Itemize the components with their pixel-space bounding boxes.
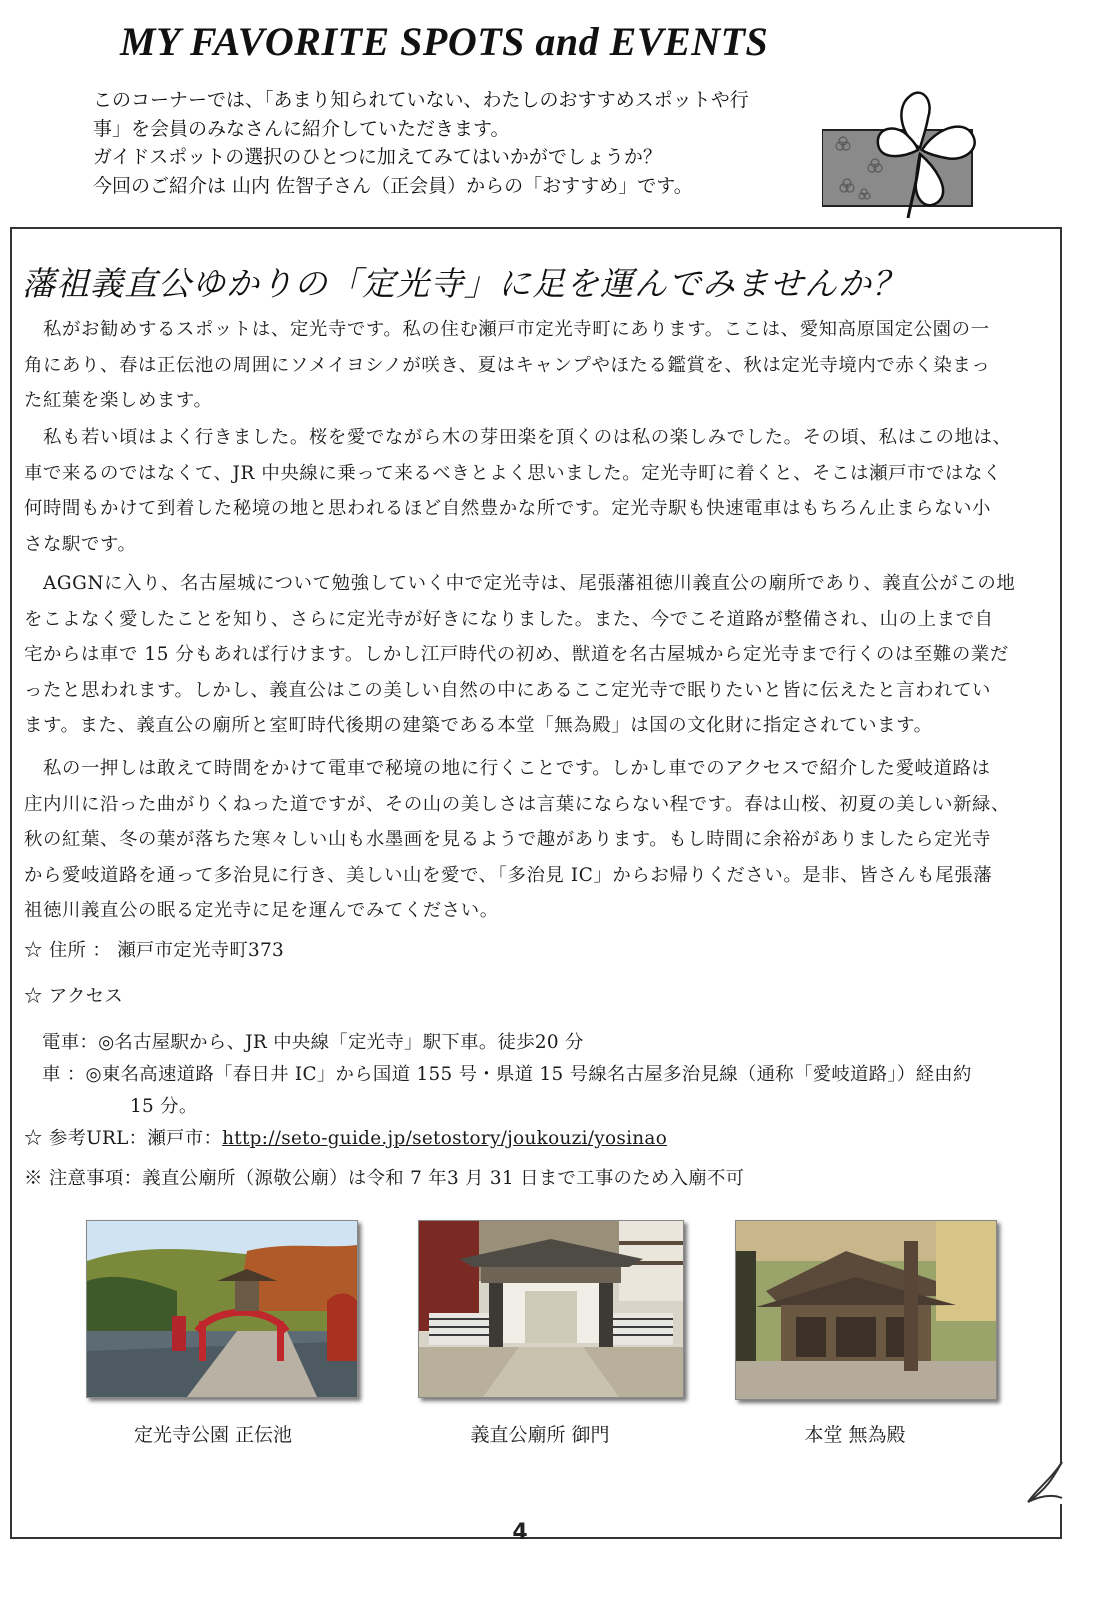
text-line: ったと思われます。しかし、義直公はこの美しい自然の中にあるここ定光寺で眠りたいと皆に伝えたと言われてい bbox=[24, 679, 992, 701]
text-line: 秋の紅葉、冬の葉が落ちた寒々しい山も水墨画を見るようで趣があります。もし時間に余裕がありましたら定光寺 bbox=[24, 829, 992, 850]
text-line: から愛岐道路を通って多治見に行き、美しい山を愛で、「多治見 IC」からお帰りください。是非、皆さんも尾張藩 bbox=[24, 864, 993, 886]
address-info: ☆ 住所 ： 瀬戸市定光寺町373 bbox=[24, 940, 285, 961]
text-line: 祖徳川義直公の眠る定光寺に足を運んでみてください。 bbox=[24, 900, 499, 921]
car-access-cont: 15 分。 bbox=[130, 1096, 198, 1117]
text-line: 私の一押しは敢えて時間をかけて電車で秘境の地に行くことです。しかし車でのアクセスで紹介した愛岐道路は bbox=[24, 758, 991, 779]
paragraph bbox=[24, 420, 1054, 562]
text-line: さな駅です。 bbox=[24, 533, 137, 555]
photo-caption: 定光寺公園 正伝池 bbox=[133, 1424, 293, 1446]
access-label: ☆ アクセス bbox=[24, 986, 124, 1007]
text-line: 何時間もかけて到着した秘境の地と思われるほど自然豊かな所です。定光寺駅も快速電車はもちろん止まらない小 bbox=[24, 498, 992, 519]
hall-photo bbox=[735, 1220, 997, 1400]
text-line: 私も若い頃はよく行きました。桜を愛でながら木の芽田楽を頂くのは私の楽しみでした。その頃、私はこの地は、 bbox=[24, 427, 1012, 448]
text-line: 車で来るのではなくて、JR 中央線に乗って来るべきとよく思いました。定光寺町に着くと、そこは瀬戸市ではなく bbox=[24, 462, 1003, 484]
text-line: 私がお勧めするスポットは、定光寺です。私の住む瀬戸市定光寺町にあります。ここは、愛知高原国定公園の一 bbox=[24, 319, 990, 340]
article-title: 藩祖義直公ゆかりの「定光寺」に足を運んでみませんか？ bbox=[22, 264, 906, 303]
text-line: 庄内川に沿った曲がりくねった道ですが、その山の美しさは言葉にならない程です。春は山桜、初夏の美しい新緑、 bbox=[24, 793, 1011, 815]
intro-line: このコーナーでは、「あまり知られていない、わたしのおすすめスポットや行 bbox=[93, 89, 749, 111]
note-info: ※ 注意事項：義直公廟所（源敬公廟）は令和 7 年3 月 31 日まで工事のため入廟不可 bbox=[24, 1168, 745, 1189]
photo-caption: 義直公廟所 御門 bbox=[470, 1424, 610, 1446]
intro-line: 今回のご紹介は 山内 佐智子さん（正会員）からの「おすすめ」です。 bbox=[93, 174, 693, 197]
reference-label: ☆ 参考URL：瀬戸市： bbox=[24, 1128, 223, 1149]
page-curl-icon bbox=[1018, 1458, 1068, 1508]
text-line: をこよなく愛したことを知り、さらに定光寺が好きになりました。また、今でこそ道路が整備され、山の上まで自 bbox=[24, 608, 994, 630]
paragraph bbox=[24, 751, 1054, 929]
clover-icon bbox=[822, 78, 1002, 228]
gate-photo bbox=[418, 1220, 684, 1398]
reference-link[interactable]: http://seto-guide.jp/setostory/joukouzi/yosinao bbox=[222, 1128, 668, 1149]
paragraph bbox=[24, 566, 1054, 744]
pond-photo bbox=[86, 1220, 358, 1398]
page-number: 4 bbox=[512, 1520, 528, 1545]
intro-line: 事」を会員のみなさんに紹介していただきます。 bbox=[93, 117, 510, 140]
text-line: AGGNに入り、名古屋城について勉強していく中で定光寺は、尾張藩祖徳川義直公の廟所であり、義直公がこの地 bbox=[24, 573, 1016, 594]
reference-url-row bbox=[24, 1124, 1054, 1150]
car-access: 車 ：◎東名高速道路「春日井 IC」から国道 155 号・県道 15 号線名古屋多治見線（通称「愛岐道路」）経由約 bbox=[42, 1064, 972, 1085]
text-line: ます。また、義直公の廟所と室町時代後期の建築である本堂「無為殿」は国の文化財に指定されています。 bbox=[24, 715, 933, 736]
page-title: MY FAVORITE SPOTS and EVENTS bbox=[120, 19, 769, 64]
intro-line: ガイドスポットの選択のひとつに加えてみてはいかがでしょうか？ bbox=[93, 146, 662, 168]
paragraph bbox=[24, 312, 1054, 419]
text-line: 角にあり、春は正伝池の周囲にソメイヨシノが咲き、夏はキャンプやほたる鑑賞を、秋は定光寺境内で赤く染まっ bbox=[24, 354, 991, 376]
intro-text bbox=[93, 86, 783, 200]
train-access: 電車：◎名古屋駅から、JR 中央線「定光寺」駅下車。徒歩20 分 bbox=[42, 1032, 584, 1053]
photo-caption: 本堂 無為殿 bbox=[804, 1424, 906, 1446]
text-line: 宅からは車で 15 分もあれば行けます。しかし江戸時代の初め、獣道を名古屋城から定光寺まで行くのは至難の業だ bbox=[24, 644, 1009, 665]
text-line: た紅葉を楽しめます。 bbox=[24, 390, 213, 411]
